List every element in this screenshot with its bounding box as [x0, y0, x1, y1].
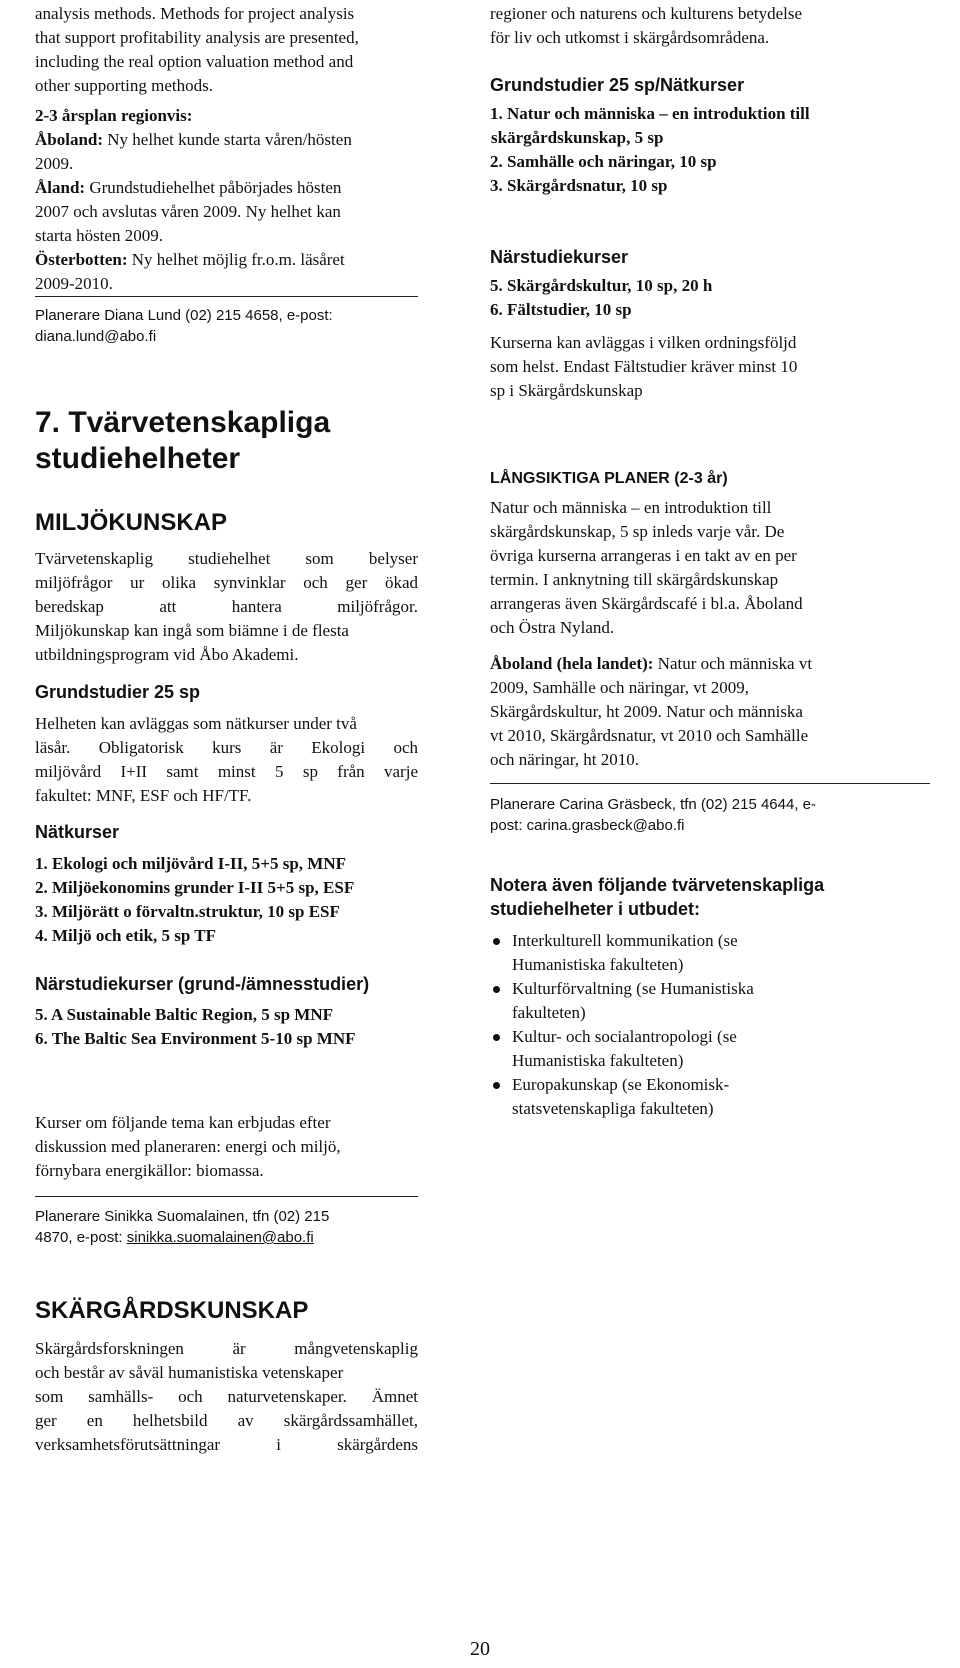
plan-text: 2009. — [35, 154, 74, 173]
text-line: sp i Skärgårdskunskap — [490, 381, 643, 400]
text-line: other supporting methods. — [35, 76, 214, 95]
contact-line: Planerare Diana Lund (02) 215 4658, e-post: — [35, 307, 333, 324]
list-item: Interkulturell kommunikation (se Humanistiska fakulteten) — [490, 929, 930, 977]
course-item: skärgårdskunskap, 5 sp — [491, 128, 664, 147]
plan-place: Åland: — [35, 178, 86, 197]
plan-text: Ny helhet möjlig fr.o.m. läsåret — [127, 250, 345, 269]
course-item: 4. Miljö och etik, 5 sp TF — [35, 926, 217, 945]
long-heading: LÅNGSIKTIGA PLANER (2-3 år) — [490, 470, 728, 487]
plan-text: 2007 och avslutas våren 2009. Ny helhet kan — [35, 202, 341, 221]
text-line: vt 2010, Skärgårdsnatur, vt 2010 och Samhälle — [490, 726, 809, 745]
text-line: miljöfrågor ur olika synvinklar och ger ökad — [35, 573, 418, 592]
skarg-heading: SKÄRGÅRDSKUNSKAP — [35, 1297, 309, 1324]
contact-sinikka — [35, 1206, 418, 1248]
bullet-icon — [493, 1082, 500, 1089]
order-text — [490, 331, 930, 403]
plan-place: Österbotten: — [35, 250, 128, 269]
bullet-list — [490, 929, 930, 1121]
text-line: ger en helhetsbild av skärgårdssamhället, — [35, 1411, 418, 1430]
plan-text: Ny helhet kunde starta våren/hösten — [103, 130, 352, 149]
text-line: för liv och utkomst i skärgårdsområdena. — [490, 28, 770, 47]
note-heading — [490, 873, 930, 921]
list-item: Kulturförvaltning (se Humanistiska fakulteten) — [490, 977, 930, 1025]
long-text — [490, 496, 930, 640]
note-heading-line: Notera även följande tvärvetenskapliga — [490, 875, 825, 895]
text-line: Helheten kan avläggas som nätkurser under två — [35, 714, 357, 733]
bullet-icon — [493, 1034, 500, 1041]
text-line: verksamhetsförutsättningar i skärgårdens — [35, 1435, 418, 1454]
contact-email: diana.lund@abo.fi — [35, 328, 157, 345]
aboland-text — [490, 652, 930, 772]
email-link[interactable]: sinikka.suomalainen@abo.fi — [126, 1229, 314, 1246]
text-line: läsår. Obligatorisk kurs är Ekologi och — [35, 738, 418, 757]
course-item: 2. Samhälle och näringar, 10 sp — [490, 152, 717, 171]
course-item: 2. Miljöekonomins grunder I-II 5+5 sp, ESF — [35, 878, 355, 897]
section-title-line: 7. Tvärvetenskapliga — [35, 406, 331, 439]
section-title-line: studiehelheter — [35, 442, 241, 475]
nar-courses — [35, 1003, 425, 1051]
text-line: och består av såväl humanistiska vetenskaper — [35, 1363, 344, 1382]
miljo-heading: MILJÖKUNSKAP — [35, 509, 228, 536]
divider — [490, 783, 930, 784]
plan-place: Åboland: — [35, 130, 104, 149]
text-line: utbildningsprogram vid Åbo Akademi. — [35, 645, 299, 664]
text-line: including the real option valuation method and — [35, 52, 354, 71]
text-line: Skärgårdskultur, ht 2009. Natur och människa — [490, 702, 803, 721]
grund-nat-heading: Grundstudier 25 sp/Nätkurser — [490, 75, 745, 95]
text-line: Kurserna kan avläggas i vilken ordningsföljd — [490, 333, 797, 352]
bullet-icon — [493, 938, 500, 945]
nat-courses — [35, 852, 425, 948]
contact-carina — [490, 794, 930, 836]
note-heading-line: studiehelheter i utbudet: — [490, 899, 701, 919]
text-line: Skärgårdsforskningen är mångvetenskaplig — [35, 1339, 418, 1358]
text-line: som samhälls- och naturvetenskaper. Ämnet — [35, 1387, 418, 1406]
contact-line: 4870, e-post: — [35, 1229, 127, 1246]
section-title — [35, 405, 418, 477]
plan-text: starta hösten 2009. — [35, 226, 163, 245]
contact-diana — [35, 305, 418, 347]
text-line: fakultet: MNF, ESF och HF/TF. — [35, 786, 252, 805]
text-line: regioner och naturens och kulturens betydelse — [490, 4, 803, 23]
aboland-label: Åboland (hela landet): — [490, 654, 654, 673]
text-line: beredskap att hantera miljöfrågor. — [35, 597, 418, 616]
miljo-text — [35, 547, 418, 667]
list-item: Europakunskap (se Ekonomisk- statsvetenskapliga fakulteten) — [490, 1073, 930, 1121]
text-line: förnybara energikällor: biomassa. — [35, 1161, 264, 1180]
text-line: 2009, Samhälle och näringar, vt 2009, — [490, 678, 749, 697]
grund-text — [35, 712, 418, 808]
nat-heading: Nätkurser — [35, 822, 120, 842]
skarg-text — [35, 1337, 418, 1457]
contact-line: Planerare Carina Gräsbeck, tfn (02) 215 4644, e- — [490, 796, 817, 813]
cont-text — [490, 2, 930, 50]
extra-text — [35, 1111, 418, 1183]
text-line: Miljökunskap kan ingå som biämne i de flesta — [35, 621, 349, 640]
text-line: termin. I anknytning till skärgårdskunskap — [490, 570, 779, 589]
text-line: som helst. Endast Fältstudier kräver minst 10 — [490, 357, 798, 376]
text-line: analysis methods. Methods for project analysis — [35, 4, 355, 23]
text-line: och näringar, ht 2010. — [490, 750, 639, 769]
contact-email: post: carina.grasbeck@abo.fi — [490, 817, 685, 834]
divider — [35, 296, 418, 297]
course-item: 1. Ekologi och miljövård I-II, 5+5 sp, MNF — [35, 854, 346, 873]
bullet-icon — [493, 986, 500, 993]
list-item: Kultur- och socialantropologi (se Humanistiska fakulteten) — [490, 1025, 930, 1073]
grund-heading: Grundstudier 25 sp — [35, 682, 201, 702]
contact-line: Planerare Sinikka Suomalainen, tfn (02) 215 — [35, 1208, 330, 1225]
regional-plan — [35, 104, 418, 296]
course-item: 5. A Sustainable Baltic Region, 5 sp MNF — [35, 1005, 334, 1024]
text-line: that support profitability analysis are presented, — [35, 28, 359, 47]
course-item: 6. Fältstudier, 10 sp — [490, 300, 632, 319]
plan-text: Grundstudiehelhet påbörjades hösten — [85, 178, 342, 197]
text-line: skärgårdskunskap, 5 sp inleds varje vår. De — [490, 522, 785, 541]
nar-heading: Närstudiekurser (grund-/ämnesstudier) — [35, 974, 370, 994]
text-line: och Östra Nyland. — [490, 618, 615, 637]
text-line: Tvärvetenskaplig studiehelhet som belyser — [35, 549, 418, 568]
text-line: Natur och människa vt — [653, 654, 813, 673]
page-number: 20 — [470, 1638, 490, 1660]
plan-title: 2-3 årsplan regionvis: — [35, 106, 193, 125]
text-line: övriga kurserna arrangeras i en takt av en per — [490, 546, 797, 565]
intro-paragraph — [35, 2, 418, 98]
text-line: diskussion med planeraren: energi och miljö, — [35, 1137, 341, 1156]
grund-courses — [490, 102, 930, 198]
course-item: 1. Natur och människa – en introduktion till — [490, 104, 810, 123]
nar-heading: Närstudiekurser — [490, 247, 629, 267]
text-line: miljövård I+II samt minst 5 sp från varje — [35, 762, 418, 781]
course-item: 6. The Baltic Sea Environment 5-10 sp MNF — [35, 1029, 356, 1048]
course-item: 3. Miljörätt o förvaltn.struktur, 10 sp ESF — [35, 902, 340, 921]
text-line: arrangeras även Skärgårdscafé i bl.a. Åboland — [490, 594, 803, 613]
course-item: 5. Skärgårdskultur, 10 sp, 20 h — [490, 276, 713, 295]
text-line: Natur och människa – en introduktion till — [490, 498, 772, 517]
plan-text: 2009-2010. — [35, 274, 113, 293]
text-line: Kurser om följande tema kan erbjudas efter — [35, 1113, 331, 1132]
course-item: 3. Skärgårdsnatur, 10 sp — [490, 176, 668, 195]
nar-courses-right — [490, 274, 930, 322]
divider — [35, 1196, 418, 1197]
